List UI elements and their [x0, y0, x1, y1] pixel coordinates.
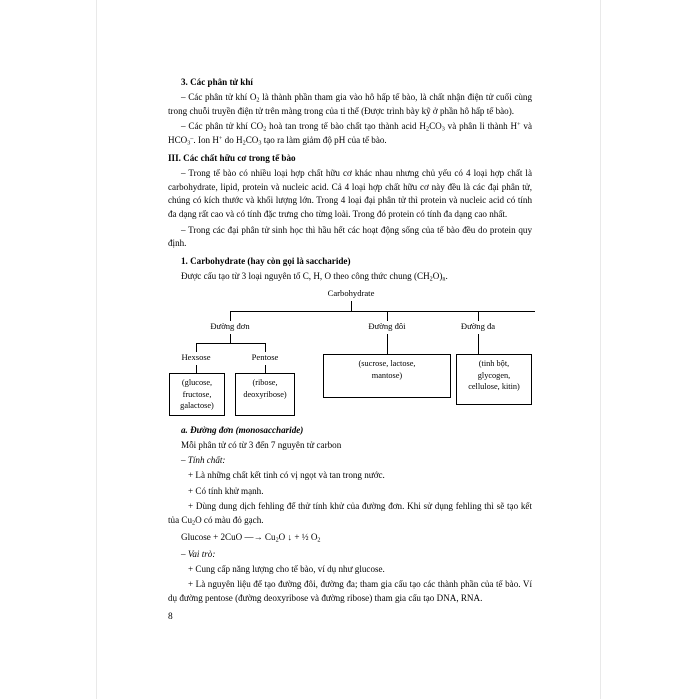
heading-organic-compounds: III. Các chất hữu cơ trong tế bào [168, 152, 296, 163]
diagram-connector [387, 311, 388, 321]
subscript: 2 [256, 96, 260, 104]
page-number: 8 [168, 612, 173, 622]
diagram-connector [196, 343, 265, 344]
box-line: (glucose, [181, 377, 213, 387]
diagram-node-duong-da: Đường đa [460, 320, 496, 331]
heading-carbohydrate: 1. Carbohydrate (hay còn gọi là saccharide) [181, 256, 351, 267]
subscript: 3 [441, 125, 445, 133]
diagram-root-label: Carbohydrate [327, 287, 375, 298]
text-part: O có màu đỏ gạch. [195, 514, 264, 525]
box-line: galactose) [180, 401, 214, 411]
text-part: – Các phân tử khí O [181, 91, 257, 102]
diagram-connector [478, 311, 479, 321]
text-part: O ↓ + ½ O [278, 531, 318, 542]
paragraph-tinh-chat-3 [168, 500, 532, 528]
label-vai-tro: – Vai trò: [181, 548, 216, 559]
subscript: 2 [263, 125, 267, 133]
box-line: mantose) [371, 370, 403, 380]
text-part: CO [429, 121, 442, 132]
text-part: do H [222, 135, 243, 145]
superscript: – [190, 135, 194, 143]
chemical-equation [168, 531, 532, 545]
subscript: 2 [426, 125, 430, 133]
diagram-connector [387, 334, 388, 354]
paragraph-vai-tro-1: + Cung cấp năng lượng cho tế bào, ví dụ như glucose. [188, 563, 385, 574]
page-edge-left [96, 0, 97, 699]
paragraph-gas-1 [168, 91, 532, 119]
diagram-node-duong-doi: Đường đôi [368, 320, 406, 331]
paragraph-tinh-chat-2: + Có tính khử mạnh. [188, 485, 264, 496]
diagram-node-hexsose: Hexsose [181, 351, 211, 362]
label-tinh-chat: – Tính chất: [181, 455, 226, 465]
text-part: O) [432, 270, 443, 281]
page-edge-right [600, 0, 601, 699]
paragraph-mono-line1: Mỗi phân tử có từ 3 đến 7 nguyên tử carbon [181, 439, 342, 450]
box-line: cellulose, kitin) [468, 382, 520, 392]
subscript: 2 [192, 519, 196, 527]
text-part: tạo ra làm giảm độ pH của tế bào. [261, 135, 387, 145]
heading-gas-molecules: 3. Các phân tử khí [181, 77, 253, 87]
diagram-connector [478, 334, 479, 354]
diagram-connector [230, 311, 535, 312]
paragraph-organic-2: – Trong các đại phân tử sinh học thì hầu hết các hoạt động sống của tế bào đều do protein quy định. [168, 224, 532, 249]
text-part: CO [245, 135, 259, 145]
page-content [168, 72, 532, 607]
text-part: là thành phần tham gia vào hô hấp tế bào, là chất nhận điện tử cuối cùng trong chuỗi truyền điện tử trên màng trong của ti thể (Được trình bày kỹ ở phần hô hấp tế bào). [168, 91, 532, 116]
diagram-box-hexsose-examples [169, 373, 225, 416]
paragraph-tinh-chat-1: + Là những chất kết tinh có vị ngọt và tan trong nước. [188, 470, 385, 481]
heading-monosaccharide: a. Đường đơn (monosaccharide) [181, 424, 304, 435]
paragraph-organic-1: – Trong tế bào có nhiều loại hợp chất hữu cơ khác nhau nhưng chủ yếu có 4 loại hợp chất là carbohydrate, lipid, protein và nucleic acid. Cả 4 loại hợp chất hữu cơ này đều là các đại phân tử, chúng có kích thước và khối lượng lớn. Trong 4 loại đại phân tử thì protein và nucleic acid có tính đa dạng rất cao và có tính đặc trưng cho từng loài. Trong đó protein có tính đa dạng cao nhất. [168, 167, 532, 220]
text-part: hoà tan trong tế bào chất tạo thành acid H [266, 121, 426, 132]
paragraph-vai-tro-2: + Là nguyên liệu để tạo đường đôi, đường đa; tham gia cấu tạo các thành phần của tế bào. Ví dụ đường pentose (đường deoxyribose và đường ribose) tham gia cấu tạo DNA, RNA. [168, 579, 532, 604]
box-line: (tinh bột, [478, 358, 510, 368]
diagram-connector [196, 343, 197, 352]
text-part: và HCO [168, 121, 532, 145]
text-part: . Ion H [193, 135, 219, 145]
text-part: và phân li thành H [444, 121, 518, 132]
diagram-connector [196, 365, 197, 373]
subscript: 2 [317, 536, 321, 544]
subscript: 2 [429, 275, 433, 283]
text-part: – Các phân tử khí CO [181, 121, 264, 132]
diagram-connector [265, 365, 266, 373]
text-part: . [445, 270, 448, 281]
box-line: fructose, [182, 389, 212, 399]
text-part: Được cấu tạo từ 3 loại nguyên tố C, H, O theo công thức chung (CH [181, 270, 430, 281]
paragraph-carbohydrate-intro [168, 270, 532, 284]
diagram-box-duong-doi-examples [323, 354, 451, 398]
carbohydrate-classification-diagram [168, 288, 532, 421]
superscript: + [517, 121, 521, 129]
box-line: glycogen, [477, 370, 511, 380]
paragraph-gas-2 [168, 120, 532, 148]
diagram-connector [265, 343, 266, 352]
box-line: (sucrose, lactose, [358, 358, 416, 368]
subscript: 3 [187, 139, 191, 147]
diagram-node-pentose: Pentose [251, 351, 279, 362]
superscript: + [218, 135, 223, 143]
subscript: n [442, 275, 446, 283]
diagram-node-duong-don: Đường đơn [210, 320, 250, 331]
diagram-connector [230, 334, 231, 343]
text-part: Glucose + 2CuO ⎯⎯→ Cu [181, 531, 276, 542]
diagram-box-pentose-examples [235, 373, 295, 416]
diagram-connector [230, 311, 231, 321]
text-part: + Dùng dung dịch fehling để thử tính khử của đường đơn. Khi sử dụng fehling thì sẽ tạo kết tủa Cu [168, 500, 532, 525]
box-line: (ribose, [252, 377, 278, 387]
subscript: 3 [258, 139, 262, 147]
diagram-box-duong-da-examples [456, 354, 532, 405]
subscript: 2 [242, 139, 246, 147]
diagram-connector [351, 301, 352, 311]
subscript: 2 [275, 536, 279, 544]
box-line: deoxyribose) [243, 389, 287, 399]
